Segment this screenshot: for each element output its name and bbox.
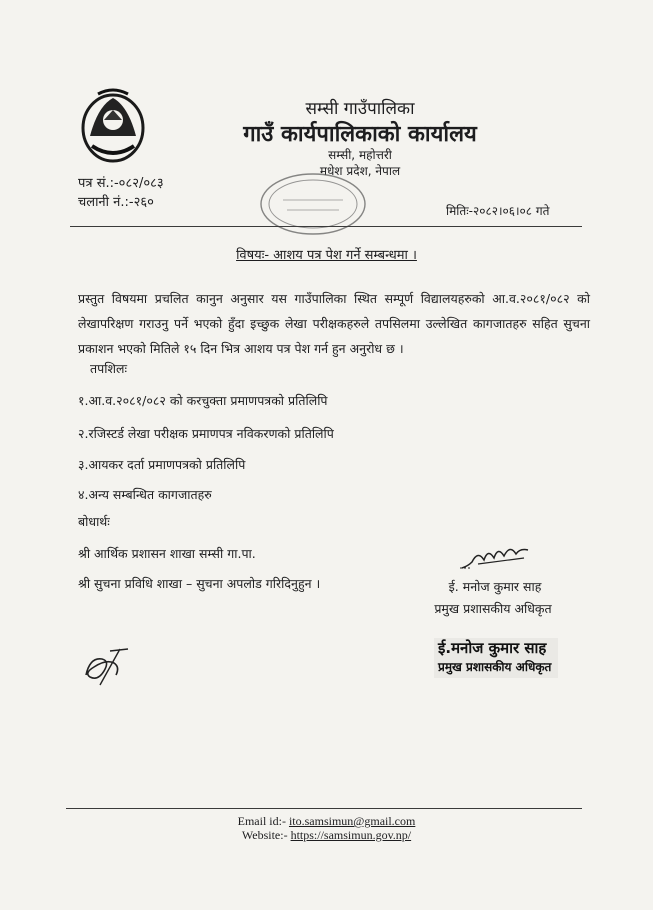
office-stamp-icon [243, 170, 383, 238]
signatory-title: प्रमुख प्रशासकीय अधिकृत [434, 601, 552, 616]
detail-item: ४.अन्य सम्बन्धित कागजातहरु [78, 487, 212, 502]
seal-title: प्रमुख प्रशासकीय अधिकृत [438, 660, 552, 674]
details-label: तपशिलः [90, 361, 127, 376]
footer-email [0, 814, 653, 829]
signature-icon [458, 540, 538, 574]
municipality-name: सम्सी गाउँपालिका [305, 99, 415, 119]
website-label: Website:- [241, 828, 291, 842]
detail-item: १.आ.व.२०८१/०८२ को करचुक्ता प्रमाणपत्रको प्रतिलिपि [78, 393, 328, 408]
email-link[interactable]: ito.samsimun@gmail.com [288, 814, 416, 828]
detail-item: ३.आयकर दर्ता प्रमाणपत्रको प्रतिलिपि [78, 457, 246, 472]
website-link[interactable]: https://samsimun.gov.np/ [290, 828, 412, 842]
initials-icon [80, 645, 132, 687]
dispatch-number: चलानी नं.:-२६० [78, 195, 154, 210]
reference-number: पत्र सं.:-०८२/०८३ [78, 176, 164, 191]
letter-date: मितिः-२०८२।०६।०८ गते [446, 204, 550, 218]
header-divider [70, 226, 582, 227]
footer-website [0, 828, 653, 843]
footer-divider [66, 808, 582, 809]
letter-body: प्रस्तुत विषयमा प्रचलित कानुन अनुसार यस गाउँपालिका स्थित सम्पूर्ण विद्यालयहरुको आ.व.२०८१/०८२ को लेखापरिक्षण गराउनु पर्ने भएको हुँदा इच्छुक लेखा परीक्षकहरुले तपसिलमा उल्लेखित कागजातहरु सहित सुचना प्रकाशन भएको मितिले १५ दिन भित्र आशय पत्र पेश गर्न हुन अनुरोध छ । [78, 291, 590, 356]
detail-item: २.रजिस्टर्ड लेखा परीक्षक प्रमाणपत्र नविकरणको प्रतिलिपि [78, 426, 334, 441]
address-line-1: सम्सी, महोत्तरी [328, 148, 392, 162]
address-line-2: मधेश प्रदेश, नेपाल [319, 164, 401, 178]
subject-line [0, 245, 653, 263]
subject-text: विषयः- आशय पत्र पेश गर्ने सम्बन्धमा । [236, 248, 417, 263]
cc-label: बोधार्थः [78, 514, 110, 529]
signatory-name: ई. मनोज कुमार साह [448, 579, 542, 594]
email-label: Email id:- [237, 814, 289, 828]
nepal-emblem-icon [78, 86, 148, 164]
seal-name: ई.मनोज कुमार साह [438, 639, 547, 657]
office-name: गाउँ कार्यपालिकाको कार्यालय [243, 122, 477, 147]
cc-item: श्री सुचना प्रविधि शाखा – सुचना अपलोड गरिदिनुहुन । [78, 576, 321, 591]
cc-item: श्री आर्थिक प्रशासन शाखा सम्सी गा.पा. [78, 546, 256, 561]
